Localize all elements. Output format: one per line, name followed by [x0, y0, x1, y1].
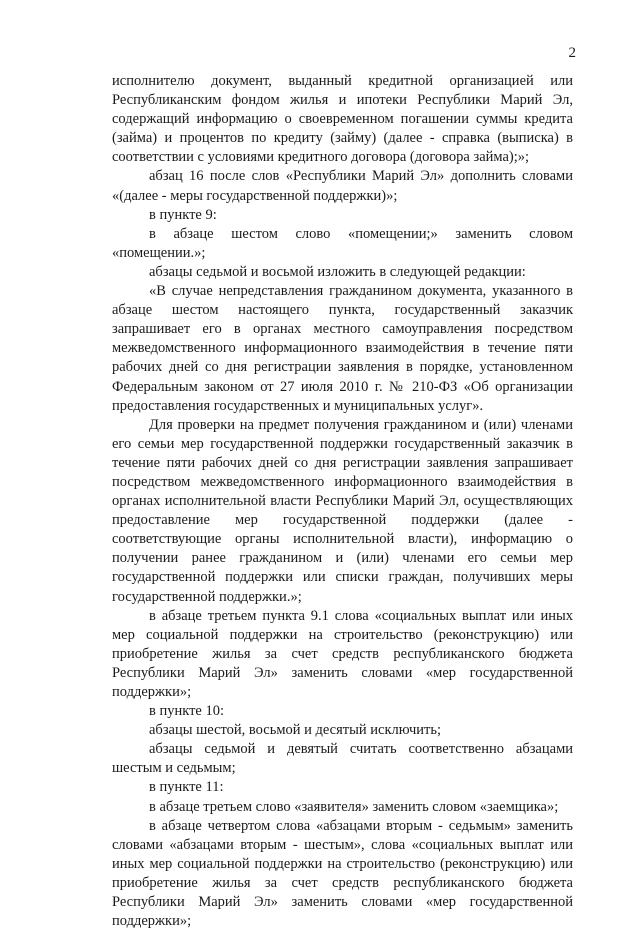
- paragraph: абзац 16 после слов «Республики Марий Эл» дополнить словами «(далее - меры государственной поддержки)»;: [112, 168, 573, 204]
- paragraph: абзацы седьмой и девятый считать соответственно абзацами шестым и седьмым;: [112, 741, 573, 777]
- paragraph: в абзаце четвертом слова «абзацами вторым - седьмым» заменить словами «абзацами вторым - шестым», слова «социальных выплат или иных мер социальной поддержки на строительство (реконструкцию) или приобретение жилья за счет средств республиканского бюджета Республики Марий Эл» заменить словами «мер государственной поддержки»;: [112, 817, 573, 930]
- paragraph: в пункте 9:: [149, 206, 217, 223]
- paragraph: в абзаце третьем слово «заявителя» заменить словом «заемщика»;: [149, 798, 559, 815]
- document-body: [112, 72, 573, 931]
- paragraph: в пункте 11:: [149, 779, 224, 796]
- paragraph: исполнителю документ, выданный кредитной организацией или Республиканским фондом жилья и ипотеки Республики Марий Эл, содержащий информацию о своевременном погашении суммы кредита (займа) и процентов по кредиту (займу) (далее - справка (выписка) в соответствии с условиями кредитного договора (договора займа);»;: [112, 73, 573, 166]
- paragraph: в пункте 10:: [149, 703, 225, 720]
- paragraph: абзацы седьмой и восьмой изложить в следующей редакции:: [149, 263, 526, 280]
- paragraph: «В случае непредставления гражданином документа, указанного в абзаце шестом настоящего пункта, государственный заказчик запрашивает его в органах местного самоуправления посредством межведомственного информационного взаимодействия в течение пяти рабочих дней со дня регистрации заявления в порядке, установленном Федеральным законом от 27 июля 2010 г. № 210-ФЗ «Об организации предоставления государственных и муниципальных услуг».: [112, 283, 573, 414]
- paragraph: абзацы шестой, восьмой и десятый исключить;: [149, 722, 442, 739]
- page-number: 2: [568, 45, 576, 61]
- paragraph: в абзаце шестом слово «помещении;» заменить словом «помещении.»;: [112, 225, 573, 261]
- paragraph: в абзаце третьем пункта 9.1 слова «социальных выплат или иных мер социальной поддержки на строительство (реконструкцию) или приобретение жилья за счет средств республиканского бюджета Республики Марий Эл» заменить словами «мер государственной поддержки»;: [112, 607, 573, 700]
- paragraph: Для проверки на предмет получения гражданином и (или) членами его семьи мер государственной поддержки государственный заказчик в течение пяти рабочих дней со дня регистрации заявления запрашивает посредством межведомственного информационного взаимодействия в органах исполнительной власти Республики Марий Эл, осуществляющих предоставление мер государственной поддержки (далее - соответствующие органы исполнительной власти), информацию о получении ранее гражданином и (или) членами его семьи мер государственной поддержки или списки граждан, получивших меры государственной поддержки.»;: [112, 416, 573, 605]
